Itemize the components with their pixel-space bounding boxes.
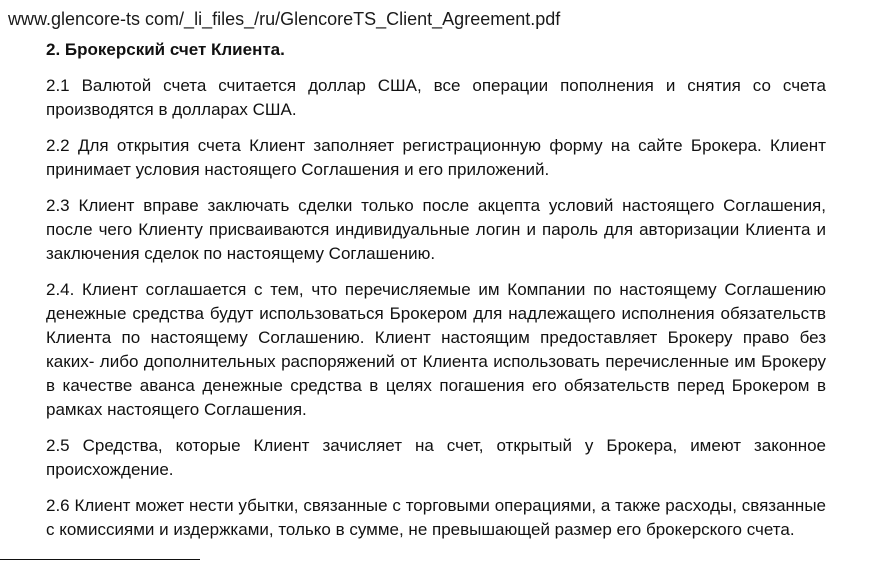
paragraph-2-1: 2.1 Валютой счета считается доллар США, все операции пополнения и снятия со счета производятся в долларах США. bbox=[46, 76, 826, 119]
bottom-underline bbox=[0, 559, 200, 560]
document-body bbox=[46, 38, 826, 542]
paragraph-2-2: 2.2 Для открытия счета Клиент заполняет регистрационную форму на сайте Брокера. Клиент принимает условия настоящего Соглашения и его приложений. bbox=[46, 136, 826, 179]
section-title: 2. Брокерский счет Клиента. bbox=[46, 40, 285, 59]
paragraph-2-3: 2.3 Клиент вправе заключать сделки только после акцепта условий настоящего Соглашения, после чего Клиенту присваиваются индивидуальные логин и пароль для авторизации Клиента и заключения сделок по настоящему Соглашению. bbox=[46, 196, 826, 263]
paragraph-2-4: 2.4. Клиент соглашается с тем, что перечисляемые им Компании по настоящему Соглашению денежные средства будут использоваться Брокером для надлежащего исполнения обязательств Клиента по настоящему Соглашению. Клиент настоящим предоставляет Брокеру право без каких- либо дополнительных распоряжений от Клиента использовать перечисленные им Брокеру в качестве аванса денежные средства в целях погашения его обязательств перед Брокером в рамках настоящего Соглашения. bbox=[46, 280, 826, 419]
paragraph-2-5: 2.5 Средства, которые Клиент зачисляет на счет, открытый у Брокера, имеют законное происхождение. bbox=[46, 436, 826, 479]
source-url-caption: www.glencore-ts com/_li_files_/ru/GlencoreTS_Client_Agreement.pdf bbox=[8, 9, 561, 29]
paragraph-2-6: 2.6 Клиент может нести убытки, связанные с торговыми операциями, а также расходы, связанные с комиссиями и издержками, только в сумме, не превышающей размер его брокерского счета. bbox=[46, 496, 826, 539]
